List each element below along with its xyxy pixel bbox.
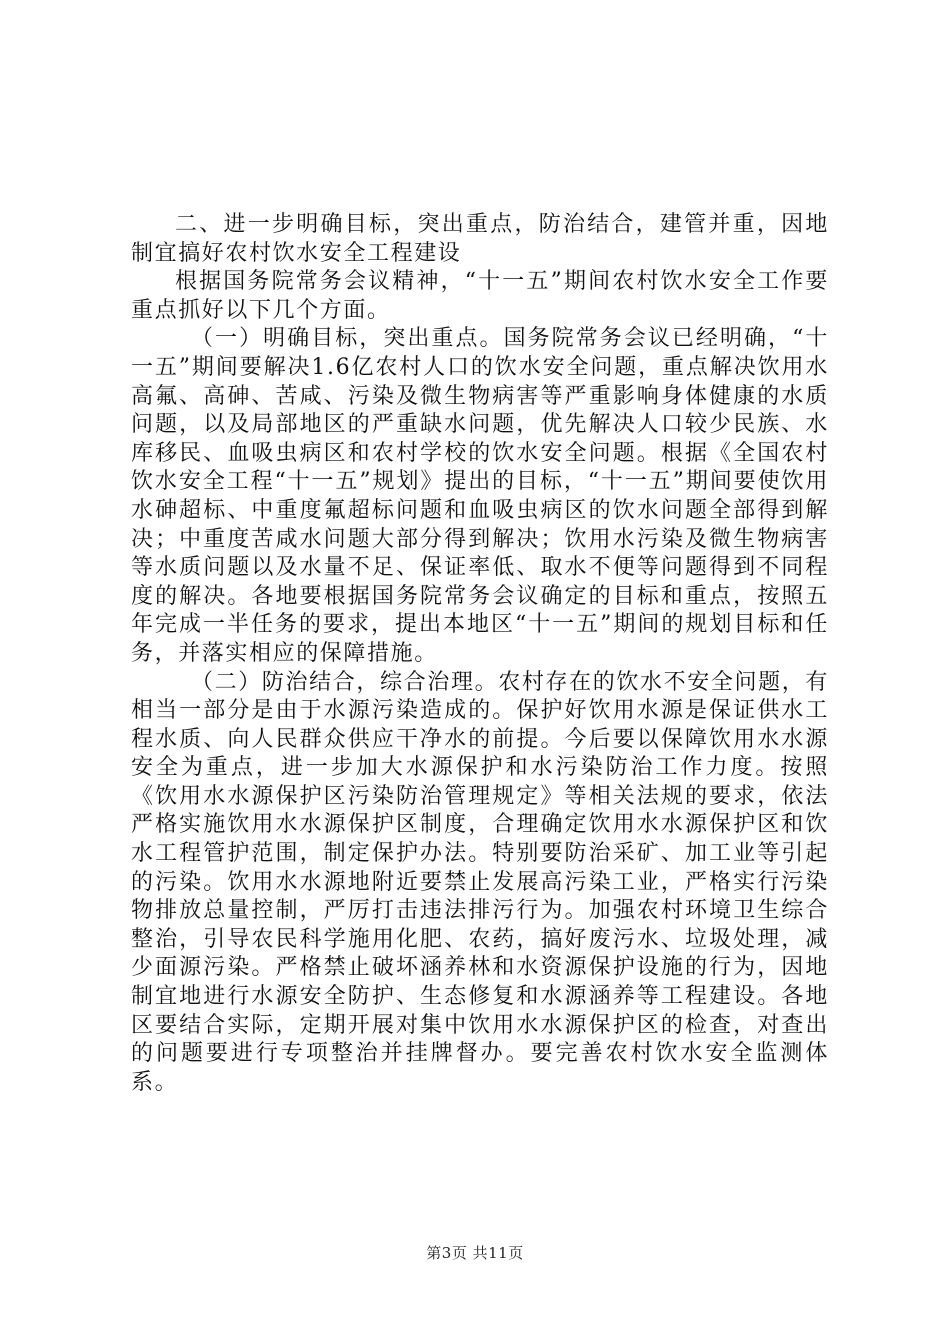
subsection-two-paragraph: （二）防治结合，综合治理。农村存在的饮水不安全问题，有相当一部分是由于水源污染造成的。保护好饮用水源是保证供水工程水质、向人民群众供应干净水的前提。今后要以保障饮用水水源安全为重点，进一步加大水源保护和水污染防治工作力度。按照《饮用水水源保护区污染防治管理规定》等相关法规的要求，依法严格实施饮用水水源保护区制度，合理确定饮用水水源保护区和饮水工程管护范围，制定保护办法。特别要防治采矿、加工业等引起的污染。饮用水水源地附近要禁止发展高污染工业，严格实行污染物排放总量控制，严厉打击违法排污行为。加强农村环境卫生综合整治，引导农民科学施用化肥、农药，搞好废污水、垃圾处理，减少面源污染。严格禁止破坏涵养林和水资源保护设施的行为，因地制宜地进行水源安全防护、生态修复和水源涵养等工程建设。各地区要结合实际，定期开展对集中饮用水水源保护区的检查，对查出的问题要进行专项整治并挂牌督办。要完善农村饮水安全监测体系。 xyxy=(131,669,829,1095)
subsection-one-paragraph: （一）明确目标，突出重点。国务院常务会议已经明确，“十一五”期间要解决1.6亿农村人口的饮水安全问题，重点解决饮用水高氟、高砷、苦咸、污染及微生物病害等严重影响身体健康的水质问题，以及局部地区的严重缺水问题，优先解决人口较少民族、水库移民、血吸虫病区和农村学校的饮水安全问题。根据《全国农村饮水安全工程“十一五”规划》提出的目标，“十一五”期间要使饮用水砷超标、中重度氟超标问题和血吸虫病区的饮水问题全部得到解决；中重度苦咸水问题大部分得到解决；饮用水污染及微生物病害等水质问题以及水量不足、保证率低、取水不便等问题得到不同程度的解决。各地要根据国务院常务会议确定的目标和重点，按照五年完成一半任务的要求，提出本地区“十一五”期间的规划目标和任务，并落实相应的保障措施。 xyxy=(131,326,829,666)
page-number-footer: 第3页 共11页 xyxy=(426,1244,524,1262)
intro-paragraph: 根据国务院常务会议精神，“十一五”期间农村饮水安全工作要重点抓好以下几个方面。 xyxy=(131,269,829,323)
section-heading: 二、进一步明确目标，突出重点，防治结合，建管并重，因地制宜搞好农村饮水安全工程建设 xyxy=(131,212,829,266)
document-body xyxy=(131,211,829,1097)
